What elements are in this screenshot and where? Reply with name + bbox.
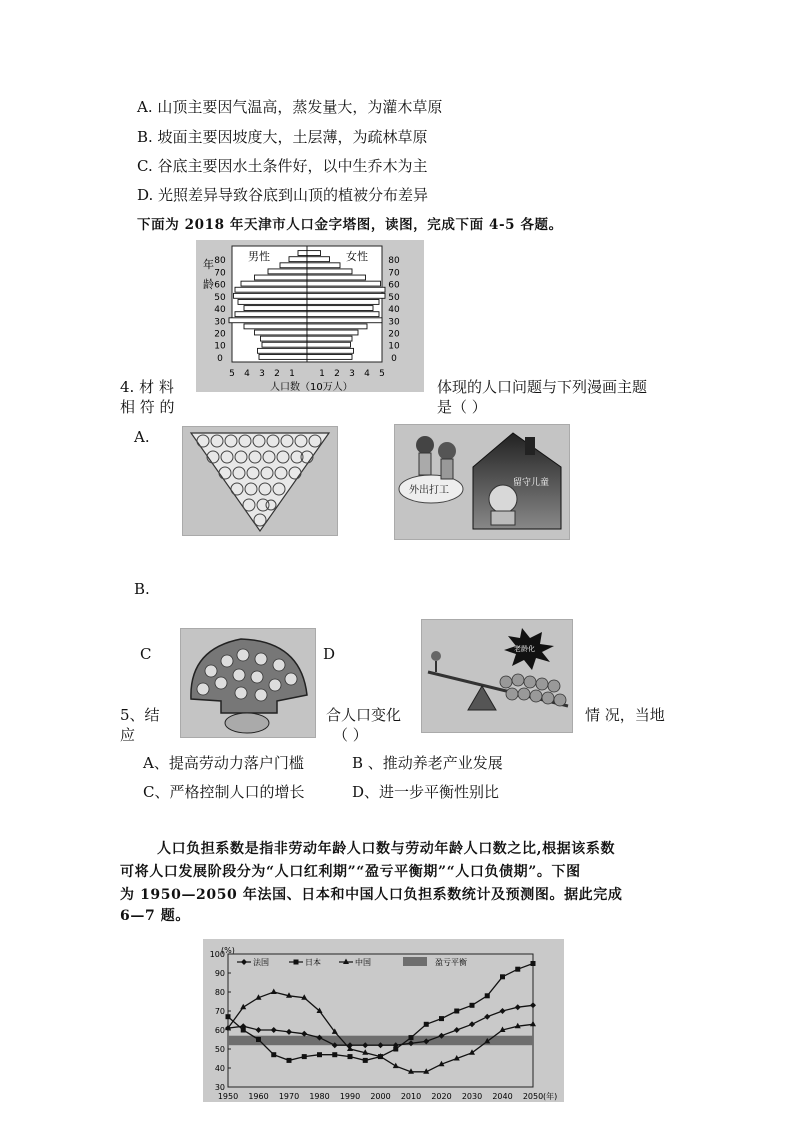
pyramid-x-tick: 3	[349, 369, 355, 379]
pyramid-x-tick: 5	[229, 369, 235, 379]
q4-right-top: 体现的人口问题与下列漫画主题	[437, 378, 648, 396]
legend-label: 盈亏平衡	[435, 958, 467, 967]
cartoon-d-image	[421, 619, 573, 733]
female-bar	[307, 348, 354, 353]
age-tick-right: 10	[388, 341, 400, 352]
chart-ylabel: (%)	[221, 946, 235, 955]
intro-67-line1: 人口负担系数是指非劳动年龄人口数与劳动年龄人口数之比,根据该系数	[157, 841, 616, 857]
age-tick-left: 20	[214, 329, 226, 340]
data-point	[271, 1052, 276, 1057]
pyramid-xlabel: 人口数（10万人）	[270, 382, 353, 392]
age-tick-right: 50	[388, 292, 400, 303]
intro-4-5: 下面为 2018 年天津市人口金字塔图，读图，完成下面 4-5 各题。	[137, 217, 563, 233]
data-point	[470, 1003, 475, 1008]
intro-67-line3: 为 1950—2050 年法国、日本和中国人口负担系数统计及预测图。据此完成	[120, 887, 623, 903]
y-tick-label: 80	[214, 988, 225, 997]
pyramid-svg	[196, 240, 424, 392]
female-bar	[307, 336, 352, 341]
male-bar	[261, 336, 308, 341]
intro-67-line2: 可将人口发展阶段分为“人口红利期”“盈亏平衡期”“人口负债期”。下图	[120, 864, 581, 880]
age-tick-left: 40	[214, 305, 226, 316]
data-point	[484, 1014, 490, 1020]
female-bar	[307, 306, 373, 311]
cartoon-a-image	[182, 426, 338, 536]
x-tick-label: 1980	[309, 1092, 330, 1101]
x-tick-label: 2050	[522, 1092, 544, 1101]
q4-left-bottom: 相 符 的	[120, 398, 175, 416]
data-point	[256, 1037, 261, 1042]
age-tick-right: 40	[388, 305, 400, 316]
cartoon-d-label: D	[323, 645, 336, 663]
age-tick-left: 50	[214, 292, 226, 303]
data-point	[530, 1002, 536, 1008]
q5-left-bottom: 应	[120, 726, 136, 744]
data-point	[271, 989, 277, 995]
intro-67-line4: 6—7 题。	[120, 908, 190, 924]
option-c: C. 谷底主要因水土条件好，以中生乔木为主	[137, 157, 428, 175]
q5-option-d: D、进一步平衡性别比	[352, 783, 500, 801]
pyramid-x-tick: 2	[274, 369, 280, 379]
q4-right-bottom: 是（ ）	[437, 398, 487, 416]
female-bar	[307, 287, 385, 292]
q5-mid: 合人口变化	[326, 706, 402, 724]
legend-marker	[343, 959, 349, 965]
data-point	[348, 1054, 353, 1059]
population-pyramid	[196, 240, 424, 392]
female-bar	[307, 318, 382, 323]
data-point	[454, 1009, 459, 1014]
legend-label: 日本	[305, 958, 321, 967]
chart-legend	[237, 957, 467, 967]
q4-left-top: 4. 材 料	[120, 378, 174, 396]
male-bar	[234, 293, 308, 298]
data-point	[363, 1058, 368, 1063]
chart-xlabel: (年)	[543, 1092, 558, 1101]
age-tick-right: 70	[388, 268, 400, 279]
data-point	[530, 1021, 536, 1027]
cartoon-c-label: C	[140, 645, 152, 663]
female-bar	[307, 293, 385, 298]
male-bar	[235, 312, 307, 317]
male-label: 男性	[248, 250, 270, 263]
data-point	[485, 993, 490, 998]
female-bar	[307, 275, 366, 280]
legend-label: 中国	[355, 958, 371, 967]
data-point	[287, 1058, 292, 1063]
age-tick-left: 30	[214, 317, 226, 328]
pyramid-x-tick: 3	[259, 369, 265, 379]
left-behind-children-drawing	[395, 425, 569, 539]
data-point	[241, 1028, 246, 1033]
female-bar	[307, 342, 351, 347]
female-bar	[307, 263, 340, 268]
option-d: D. 光照差异导致谷底到山顶的植被分布差异	[137, 186, 429, 204]
q5-option-b: B 、推动养老产业发展	[352, 754, 503, 772]
dependency-ratio-chart	[203, 939, 564, 1102]
q5-option-c: C、严格控制人口的增长	[143, 783, 305, 801]
pyramid-x-tick: 5	[379, 369, 385, 379]
male-bar	[255, 275, 308, 280]
data-point	[469, 1049, 475, 1055]
q5-right: 情 况，当地	[585, 706, 665, 724]
x-tick-label: 1970	[278, 1092, 300, 1101]
data-point	[500, 1008, 506, 1014]
x-tick-label: 2010	[400, 1092, 422, 1101]
age-tick-right: 30	[388, 317, 400, 328]
male-bar	[268, 269, 307, 274]
legend-marker	[294, 960, 299, 965]
x-tick-label: 1950	[217, 1092, 239, 1101]
data-point	[226, 1014, 231, 1019]
data-point	[317, 1052, 322, 1057]
data-point	[515, 967, 520, 972]
legend-marker	[241, 959, 247, 965]
data-point	[332, 1052, 337, 1057]
pyramid-x-tick: 2	[334, 369, 340, 379]
male-bar	[229, 318, 307, 323]
male-bar	[235, 287, 307, 292]
y-tick-label: 70	[214, 1007, 225, 1016]
legend-label: 法国	[253, 958, 269, 967]
female-bar	[307, 281, 381, 286]
female-bar	[307, 312, 379, 317]
data-point	[409, 1035, 414, 1040]
age-label-bottom: 龄	[203, 278, 214, 291]
data-point	[424, 1022, 429, 1027]
y-tick-label: 90	[214, 969, 225, 978]
x-tick-label: 2000	[370, 1092, 391, 1101]
female-bar	[307, 251, 321, 256]
female-bar	[307, 330, 358, 335]
age-tick-left: 60	[214, 280, 226, 291]
female-bar	[307, 269, 352, 274]
data-point	[454, 1027, 460, 1033]
seesaw-tag-label: 老龄化	[514, 645, 535, 653]
x-tick-label: 2020	[431, 1092, 452, 1101]
migrant-work-label: 外出打工	[409, 485, 449, 496]
cartoon-b-label: B.	[134, 580, 150, 598]
age-tick-left: 10	[214, 341, 226, 352]
pyramid-x-tick: 4	[244, 369, 250, 379]
male-bar	[280, 263, 307, 268]
age-label-top: 年	[203, 258, 214, 271]
data-point	[302, 1054, 307, 1059]
cartoon-b-image	[394, 424, 570, 540]
cartoon-a-label: A.	[134, 428, 150, 446]
aging-seesaw-drawing	[422, 620, 572, 732]
male-bar	[262, 342, 307, 347]
pyramid-x-tick: 1	[289, 369, 295, 379]
y-tick-label: 50	[214, 1045, 225, 1054]
male-bar	[258, 348, 308, 353]
male-bar	[244, 324, 307, 329]
y-tick-label: 60	[214, 1026, 225, 1035]
age-tick-right: 60	[388, 280, 400, 291]
female-label: 女性	[346, 250, 368, 263]
data-point	[500, 974, 505, 979]
cartoon-c-image	[180, 628, 316, 738]
option-b: B. 坡面主要因坡度大，土层薄，为疏林草原	[137, 128, 428, 146]
male-bar	[238, 299, 307, 304]
female-bar	[307, 257, 330, 262]
crowd-pyramid-drawing	[183, 427, 337, 535]
data-point	[393, 1047, 398, 1052]
male-bar	[298, 251, 307, 256]
q5-option-a: A、提高劳动力落户门槛	[143, 754, 304, 772]
pyramid-x-tick: 1	[319, 369, 325, 379]
age-tick-right: 20	[388, 329, 400, 340]
x-tick-label: 2030	[461, 1092, 483, 1101]
female-bar	[307, 299, 379, 304]
female-bar	[307, 354, 352, 359]
data-point	[286, 1029, 292, 1035]
pyramid-x-tick: 4	[364, 369, 370, 379]
data-point	[469, 1021, 475, 1027]
male-bar	[259, 354, 307, 359]
age-tick-left: 70	[214, 268, 226, 279]
female-bar	[307, 324, 367, 329]
data-point	[439, 1016, 444, 1021]
male-bar	[244, 306, 307, 311]
chart-plot-area	[228, 954, 533, 1087]
x-tick-label: 1960	[248, 1092, 269, 1101]
mushroom-crowd-drawing	[181, 629, 315, 737]
age-tick-right: 80	[388, 256, 400, 267]
y-tick-label: 30	[214, 1083, 225, 1092]
male-bar	[289, 257, 307, 262]
line-chart-svg	[203, 939, 564, 1102]
option-a: A. 山顶主要因气温高，蒸发量大，为灌木草原	[137, 98, 443, 116]
age-tick-left: 0	[217, 353, 223, 364]
data-point	[271, 1027, 277, 1033]
age-tick-left: 80	[214, 256, 226, 267]
data-point	[256, 1027, 262, 1033]
data-point	[531, 961, 536, 966]
male-bar	[241, 281, 307, 286]
data-point	[515, 1004, 521, 1010]
left-behind-label: 留守儿童	[513, 478, 550, 488]
x-tick-label: 2040	[492, 1092, 513, 1101]
y-tick-label: 100	[209, 950, 225, 959]
legend-band-swatch	[403, 957, 427, 966]
age-tick-right: 0	[391, 353, 397, 364]
y-tick-label: 40	[214, 1064, 225, 1073]
q5-mid-bottom: （ ）	[333, 726, 368, 744]
x-tick-label: 1990	[339, 1092, 361, 1101]
male-bar	[255, 330, 308, 335]
q5-left-top: 5、结	[120, 706, 160, 724]
